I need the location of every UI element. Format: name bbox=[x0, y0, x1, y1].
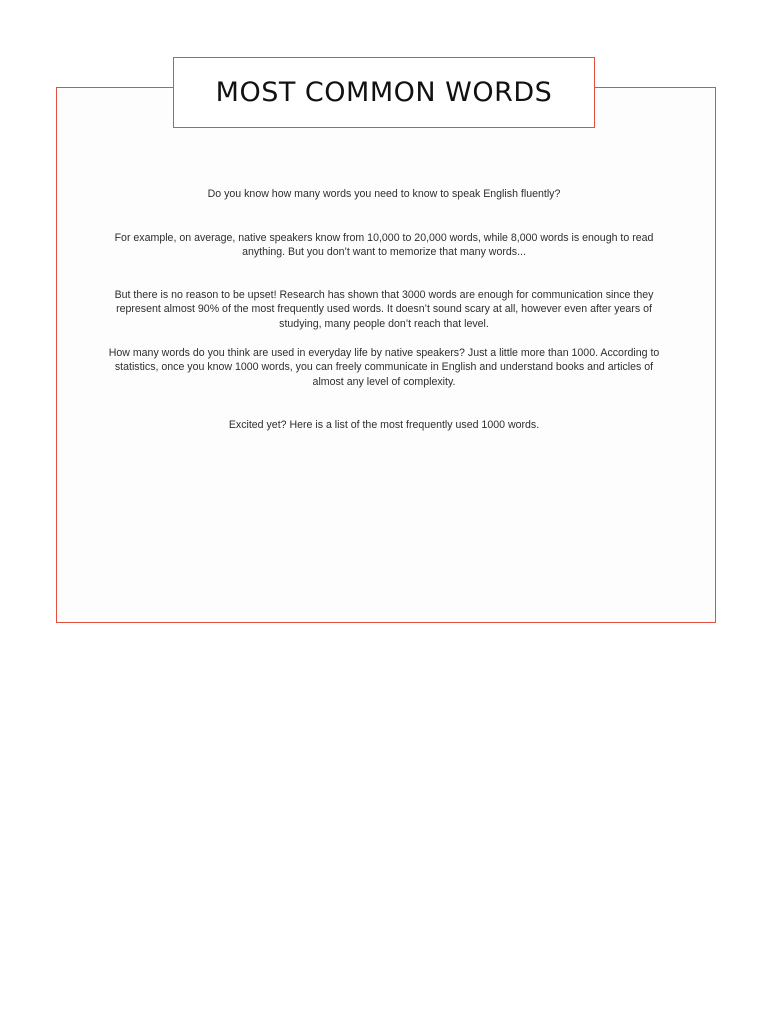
intro-text bbox=[100, 187, 668, 433]
paragraph-4: How many words do you think are used in everyday life by native speakers? Just a little more than 1000. According to statistics, once you know 1000 words, you can freely communicate in English and understand books and articles of almost any level of complexity. bbox=[108, 346, 660, 388]
paragraph-1: Do you know how many words you need to know to speak English fluently? bbox=[207, 188, 561, 200]
paragraph-2: For example, on average, native speakers know from 10,000 to 20,000 words, while 8,000 words is enough to read anything. But you don’t want to memorize that many words... bbox=[114, 231, 654, 259]
paragraph-5: Excited yet? Here is a list of the most frequently used 1000 words. bbox=[228, 419, 540, 432]
page-title: MOST COMMON WORDS bbox=[215, 77, 553, 108]
paragraph-3: But there is no reason to be upset! Research has shown that 3000 words are enough for communication since they represent almost 90% of the most frequently used words. It doesn’t sound scary at all, however even after years of studying, many people don’t reach that level. bbox=[114, 288, 654, 330]
title-box bbox=[173, 57, 595, 128]
